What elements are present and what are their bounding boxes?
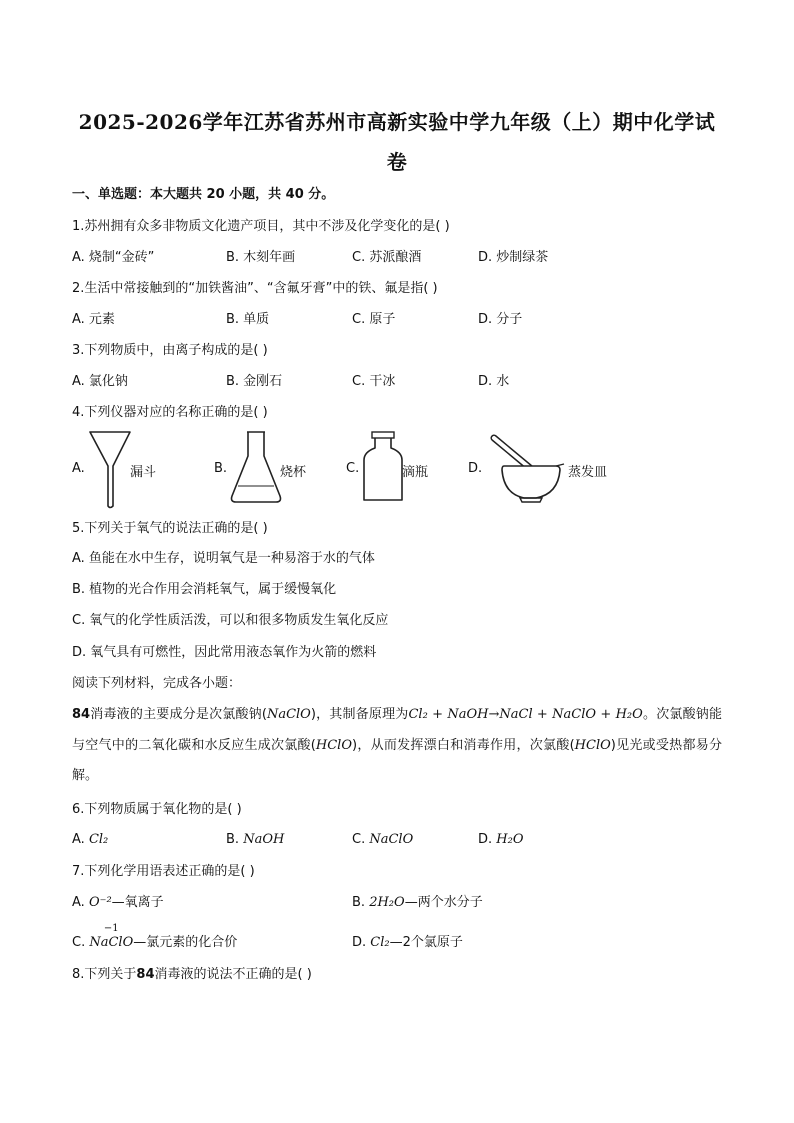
page-title-line-2: 卷	[386, 150, 408, 174]
question-5-option-b: B. 植物的光合作用会消耗氧气，属于缓慢氧化	[72, 582, 337, 597]
question-5-option-c: C. 氧气的化学性质活泼，可以和很多物质发生氧化反应	[72, 613, 389, 628]
reading-equation: Cl₂ + NaOH→NaCl + NaClO + H₂O	[408, 707, 643, 722]
page-title-line-1: 2025-2026学年江苏省苏州市高新实验中学九年级（上）期中化学试	[78, 110, 716, 134]
question-4-option-a-letter: A.	[72, 461, 85, 476]
reading-formula-hclo: HClO	[315, 737, 352, 753]
question-3-option-d: D. 水	[478, 374, 510, 389]
option-text: —氧离子	[111, 895, 164, 910]
formula: Cl₂	[370, 935, 390, 950]
option-text: —两个水分子	[404, 895, 483, 910]
option-letter: C.	[352, 832, 366, 847]
question-7-stem: 7.下列化学用语表述正确的是( )	[72, 864, 255, 879]
reading-formula-naclo: NaClO	[266, 707, 311, 722]
question-1-stem: 1.苏州拥有众多非物质文化遗产项目，其中不涉及化学变化的是( )	[72, 219, 450, 234]
option-letter: A.	[72, 832, 85, 847]
option-letter: D.	[478, 832, 493, 847]
formula: NaOH	[243, 832, 285, 847]
formula	[89, 923, 134, 952]
question-2-option-d: D. 分子	[478, 312, 523, 327]
mortar-and-pestle-figure	[486, 432, 570, 504]
question-5-stem: 5.下列关于氧气的说法正确的是( )	[72, 521, 268, 536]
stem-84-label: 84	[136, 967, 155, 982]
reading-intro: 阅读下列材料，完成各小题：	[72, 676, 242, 691]
question-1-option-d: D. 炒制绿茶	[478, 250, 549, 265]
question-4-option-b-letter: B.	[214, 461, 228, 476]
option-letter: D.	[352, 935, 367, 950]
valence-mark: −1	[103, 923, 119, 934]
reading-84-label: 84	[72, 707, 91, 722]
question-2-stem: 2.生活中常接触到的“加铁酱油”、“含氟牙膏”中的铁、氟是指( )	[72, 281, 438, 296]
question-7-option-c	[72, 923, 238, 952]
option-text: —2个氯原子	[389, 935, 463, 950]
erlenmeyer-flask-figure	[228, 430, 284, 506]
question-3-option-a: A. 氯化钠	[72, 374, 128, 389]
question-1-option-c: C. 苏派酿酒	[352, 250, 422, 265]
question-5-option-d: D. 氧气具有可燃性，因此常用液态氧作为火箭的燃料	[72, 645, 377, 660]
question-6-option-d	[478, 831, 524, 849]
formula: Cl₂	[88, 832, 109, 847]
option-text: —氯元素的化合价	[133, 935, 238, 950]
question-6-option-a	[72, 831, 108, 849]
option-letter: C.	[72, 935, 86, 950]
question-8-stem	[72, 966, 312, 984]
question-7-option-a	[72, 894, 164, 912]
question-3-option-b: B. 金刚石	[226, 374, 283, 389]
question-6-stem: 6.下列物质属于氧化物的是( )	[72, 802, 242, 817]
reading-text-d: )，从而发挥漂白和消毒作用，次氯酸(	[351, 737, 575, 753]
question-4-option-d-name: 蒸发皿	[568, 465, 608, 480]
question-4-stem: 4.下列仪器对应的名称正确的是( )	[72, 405, 268, 420]
formula-text: NaClO	[89, 935, 134, 950]
question-6-option-c	[352, 831, 413, 849]
formula: H₂O	[496, 832, 524, 847]
funnel-figure	[88, 430, 132, 510]
section-heading: 一、单选题：本大题共 20 小题，共 40 分。	[72, 187, 335, 202]
reagent-bottle-figure	[360, 430, 406, 504]
question-7-option-d	[352, 934, 463, 952]
reading-text-b: )，其制备原理为	[310, 707, 409, 722]
question-3-stem: 3.下列物质中，由离子构成的是( )	[72, 343, 268, 358]
option-letter: B.	[352, 895, 366, 910]
reading-formula-hclo-2: HClO	[574, 737, 611, 753]
stem-text-a: 8.下列关于	[72, 967, 137, 982]
question-1-option-b: B. 木刻年画	[226, 250, 296, 265]
question-4-option-a-name: 漏斗	[130, 465, 157, 480]
question-3-option-c: C. 干冰	[352, 374, 396, 389]
question-4-option-c-name: 滴瓶	[402, 465, 429, 480]
question-2-option-a: A. 元素	[72, 312, 115, 327]
question-2-option-c: C. 原子	[352, 312, 396, 327]
reading-paragraph	[72, 700, 722, 792]
question-1-option-a: A. 烧制“金砖”	[72, 250, 155, 265]
question-4-option-c-letter: C.	[346, 461, 360, 476]
question-5-option-a: A. 鱼能在水中生存，说明氧气是一种易溶于水的气体	[72, 551, 375, 566]
formula: NaClO	[369, 832, 414, 847]
stem-text-b: 消毒液的说法不正确的是( )	[154, 967, 312, 982]
question-4-option-b-name: 烧杯	[280, 465, 307, 480]
question-2-option-b: B. 单质	[226, 312, 270, 327]
reading-text-c: 。次氯酸钠能与空气中的二氧化碳和水反应生成次氯酸(	[72, 707, 722, 753]
question-6-option-b	[226, 831, 284, 849]
formula: 2H₂O	[369, 895, 405, 910]
reading-text-a: 消毒液的主要成分是次氯酸钠(	[90, 707, 267, 722]
option-letter: A.	[72, 895, 85, 910]
reading-text-e: )见光或受热都易分解。	[72, 737, 722, 783]
option-letter: B.	[226, 832, 240, 847]
question-7-option-b	[352, 894, 483, 912]
formula: O⁻²	[88, 895, 112, 910]
question-4-option-d-letter: D.	[468, 461, 483, 476]
